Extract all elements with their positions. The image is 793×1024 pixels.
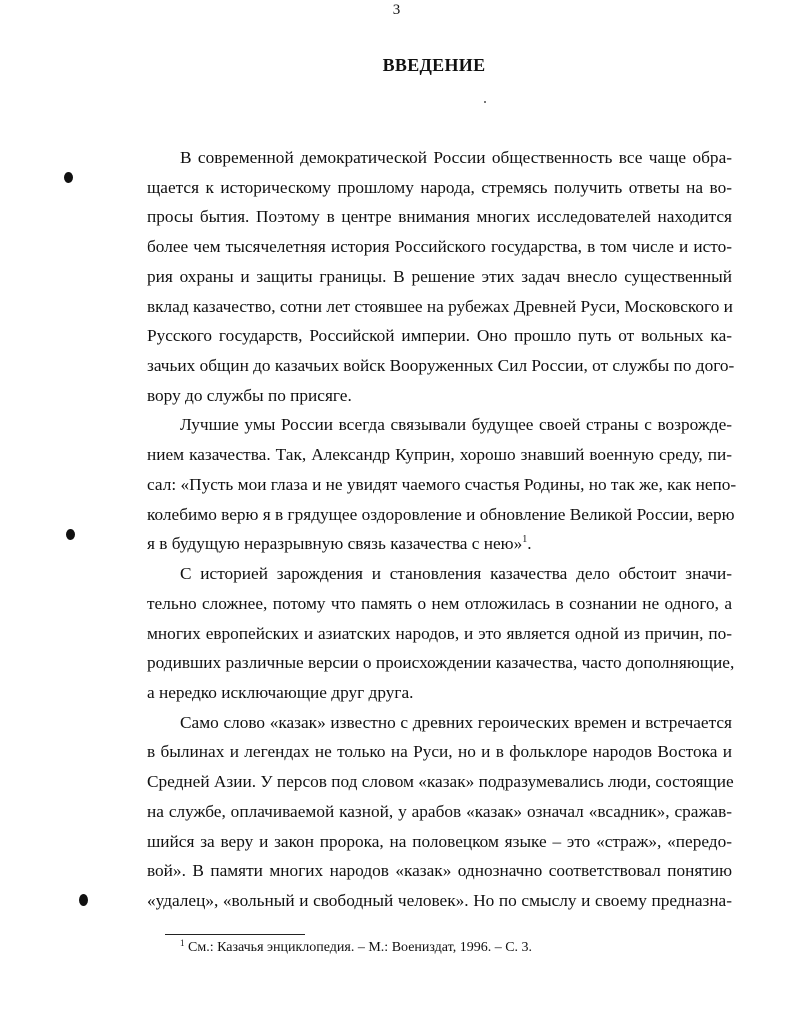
line-text: вой». В памяти многих народов «казак» однозначно соответствовал понятию <box>147 861 732 881</box>
line-text: колебимо верю я в грядущее оздоровление и обновление Великой России, верю <box>147 504 735 524</box>
line-text: многих европейских и азиатских народов, и это является одной из причин, по- <box>147 623 732 643</box>
footnote-divider <box>165 934 305 935</box>
scan-speck <box>79 894 88 906</box>
text-line <box>147 385 732 407</box>
text-line <box>147 801 732 823</box>
line-text: С историей зарождения и становления казачества дело обстоит значи- <box>180 564 732 584</box>
text-line <box>147 474 737 496</box>
line-text: сал: «Пусть мои глаза и не увидят чаемого счастья Родины, но так же, как непо- <box>147 474 737 494</box>
text-line <box>147 890 732 912</box>
line-text: родивших различные версии о происхождении казачества, часто дополняющие, <box>147 653 735 673</box>
text-line <box>147 177 732 199</box>
text-line <box>147 325 732 347</box>
scan-speck <box>64 172 73 183</box>
line-text: я в будущую неразрывную связь казачества с нею» <box>147 534 523 554</box>
text-line <box>147 504 735 526</box>
line-text: вору до службы по присяге. <box>147 385 352 405</box>
text-line <box>180 414 732 436</box>
line-text: а нередко исключающие друг друга. <box>147 682 414 702</box>
text-line <box>147 444 732 466</box>
scan-dot <box>484 101 486 103</box>
text-line <box>147 266 732 288</box>
line-text: на службе, оплачиваемой казной, у арабов «казак» означал «всадник», сражав- <box>147 801 732 821</box>
text-line <box>147 593 732 615</box>
line-text: Средней Азии. У персов под словом «казак» подразумевались люди, состоящие <box>147 772 734 792</box>
text-line <box>147 296 732 318</box>
text-line <box>147 236 732 258</box>
text-line: я в будущую неразрывную связь казачества с нею»$^1$. <box>147 534 532 554</box>
text-line <box>180 147 732 169</box>
footnote <box>180 940 532 956</box>
line-text: «удалец», «вольный и свободный человек». Но по смыслу и своему предназна- <box>147 891 732 910</box>
text-line <box>147 831 732 853</box>
line-text: Русского государств, Российской империи. Оно прошло путь от вольных ка- <box>147 326 732 346</box>
footnote-text: См.: Казачья энциклопедия. – М.: Воениздат, 1996. – С. 3. <box>188 940 533 955</box>
text-line <box>147 860 732 882</box>
section-title: ВВЕДЕНИЕ <box>382 55 486 75</box>
page-number: 3 <box>392 2 401 18</box>
text-line <box>180 563 732 585</box>
line-text: рия охраны и защиты границы. В решение этих задач внесло существенный <box>147 266 732 286</box>
line-text: просы бытия. Поэтому в центре внимания многих исследователей находится <box>147 207 732 227</box>
text-line <box>147 682 732 704</box>
line-text: более чем тысячелетняя история Российского государства, в том числе и исто- <box>147 237 732 257</box>
footnote-number: 1 <box>180 938 185 948</box>
text-line <box>147 206 732 228</box>
line-text: нием казачества. Так, Александр Куприн, хорошо знавший военную среду, пи- <box>147 445 732 465</box>
text-line <box>180 712 732 734</box>
line-text: Само слово «казак» известно с древних героических времен и встречается <box>180 712 732 732</box>
line-text: в былинах и легендах не только на Руси, но и в фольклоре народов Востока и <box>147 742 732 762</box>
line-text: щается к историческому прошлому народа, стремясь получить ответы на во- <box>147 177 732 197</box>
text-line <box>147 623 732 645</box>
footnote-reference[interactable]: 1 <box>522 534 528 546</box>
text-line <box>147 771 732 793</box>
text-line <box>147 652 735 674</box>
scan-speck <box>66 529 75 540</box>
text-line <box>147 355 735 377</box>
line-text: тельно сложнее, потому что память о нем отложилась в сознании не одного, а <box>147 593 732 613</box>
line-text: зачьих общин до казачьих войск Вооруженных Сил России, от службы по дого- <box>147 356 735 376</box>
line-text: Лучшие умы России всегда связывали будущее своей страны с возрожде- <box>180 415 732 435</box>
line-text: вклад казачество, сотни лет стоявшее на рубежах Древней Руси, Московского и <box>147 296 733 316</box>
text-line <box>147 741 732 763</box>
line-text: шийся за веру и закон пророка, на половецком языке – это «страж», «передо- <box>147 831 732 851</box>
line-text: В современной демократической России общественность все чаще обра- <box>180 148 732 167</box>
